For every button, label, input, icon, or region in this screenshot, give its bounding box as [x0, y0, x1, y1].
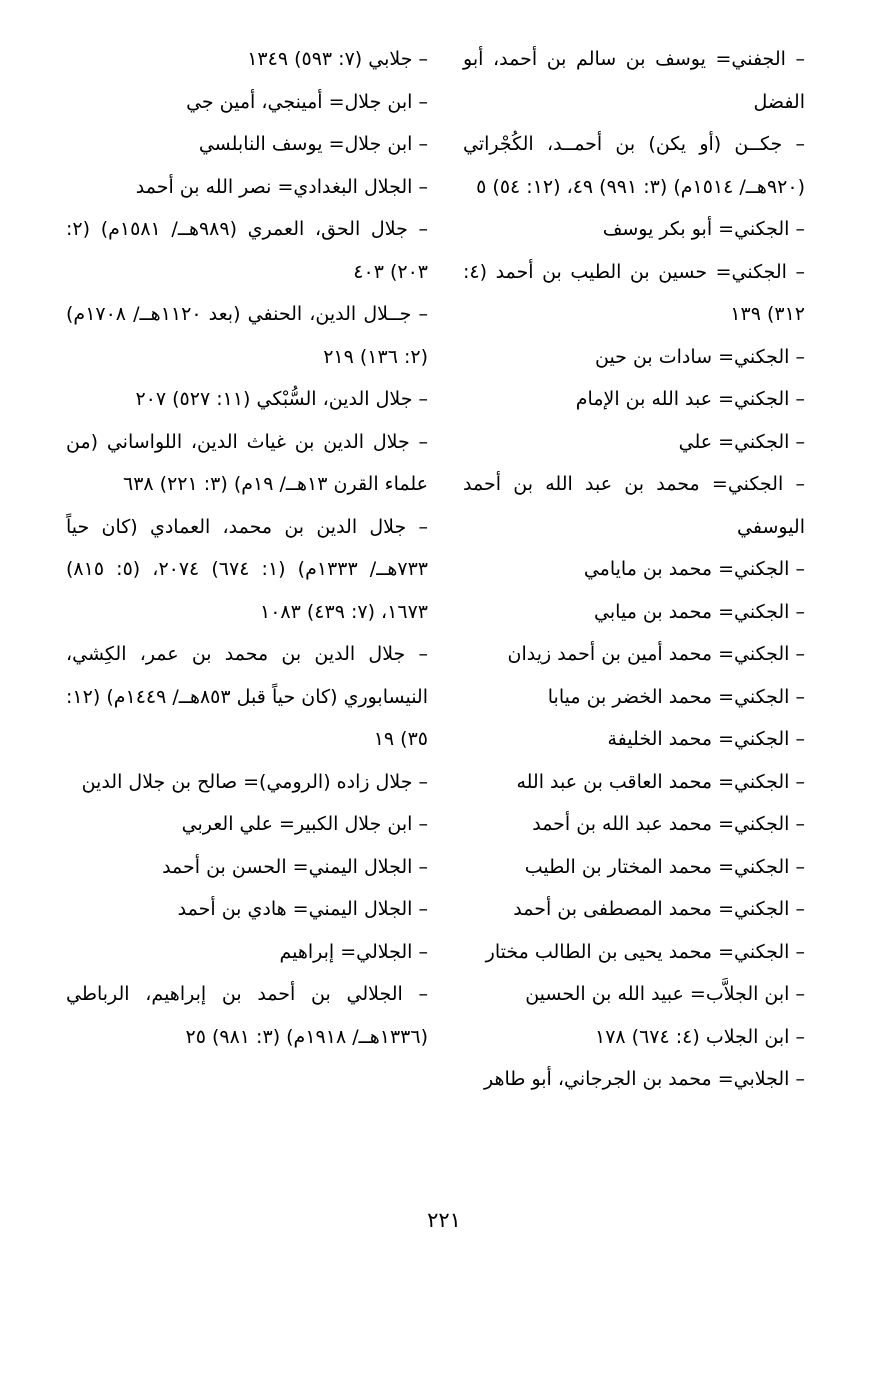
index-entry: – الجلابي= محمد بن الجرجاني، أبو طاهر: [483, 1068, 805, 1090]
index-entry: – الجلالي= إبراهيم: [279, 940, 428, 963]
page-number: ٢٢١: [427, 1208, 461, 1232]
index-entry: – الجكني= علي: [678, 430, 805, 453]
index-entry: – الجلال اليمني= هادي بن أحمد: [177, 898, 428, 920]
index-entry: – الجكني= محمد يحيى بن الطالب مختار: [485, 940, 805, 963]
index-entry: – الجكني= محمد عبد الله بن أحمد: [532, 813, 805, 835]
index-entry: – الجفني= يوسف بن سالم بن أحمد، أبو الفضل: [463, 48, 805, 113]
index-entry: – الجكني= محمد الخليفة: [607, 728, 805, 750]
index-entry: – الجلالي بن أحمد بن إبراهيم، الرباطي (١٣٣٦هــ/ ١٩١٨م) (٣: ٩٨١) ٢٥: [66, 983, 428, 1048]
index-entry: – جــلال الدين، الحنفي (بعد ١١٢٠هــ/ ١٧٠٨م) (٢: ١٣٦) ٢١٩: [66, 303, 428, 368]
index-entry: – جكــن (أو يكن) بن أحمــد، الكُجْراتي (٩٢٠هــ/ ١٥١٤م) (٣: ٩٩١) ٤٩، (١٢: ٥٤) ٥: [463, 133, 805, 198]
index-entry: – الجكني= حسين بن الطيب بن أحمد (٤: ٣١٢) ١٣٩: [463, 260, 805, 325]
index-entry: – الجكني= محمد بن عبد الله بن أحمد اليوسفي: [463, 473, 805, 538]
index-entry: – الجلال البغدادي= نصر الله بن أحمد: [135, 175, 428, 198]
index-entry: – جلابي (٧: ٥٩٣) ١٣٤٩: [247, 48, 428, 70]
index-entry: – الجكني= عبد الله بن الإمام: [575, 388, 805, 410]
right-column: [463, 38, 805, 1101]
index-entry: – الجكني= سادات بن حين: [594, 345, 805, 368]
index-entry: – الجكني= محمد بن ميابي: [594, 600, 805, 623]
index-entry: – جلال الدين بن غياث الدين، اللواساني (من علماء القرن ١٣هــ/ ١٩م) (٣: ٢٢١) ٦٣٨: [66, 430, 428, 495]
index-entry: – الجكني= محمد المصطفى بن أحمد: [513, 898, 805, 920]
index-entry: – ابن جلال= أمينجي، أمين جي: [186, 90, 428, 113]
index-entry: – ابن الجلاَّب= عبيد الله بن الحسين: [525, 983, 805, 1005]
index-entry: – ابن جلال= يوسف النابلسي: [198, 133, 428, 155]
left-column: [66, 38, 428, 1058]
index-entry: – الجكني= محمد المختار بن الطيب: [524, 855, 805, 878]
index-entry: – الجلال اليمني= الحسن بن أحمد: [162, 855, 428, 878]
index-entry: – جلال الحق، العمري (٩٨٩هــ/ ١٥٨١م) (٢: ٢٠٣) ٤٠٣: [66, 218, 428, 283]
index-entry: – ابن الجلاب (٤: ٦٧٤) ١٧٨: [595, 1025, 805, 1048]
index-entry: – جلال الدين بن محمد، العمادي (كان حياً ٧٣٣هــ/ ١٣٣٣م) (١: ٦٧٤) ٢٠٧٤، (٥: ٨١٥) ١٦٧٣، (٧: ٤٣٩) ١٠٨٣: [66, 515, 428, 623]
index-entry: – جلال زاده (الرومي)= صالح بن جلال الدين: [81, 770, 428, 793]
index-entry: – الجكني= أبو بكر يوسف: [602, 218, 805, 240]
index-entry: – جلال الدين، السُّبْكي (١١: ٥٢٧) ٢٠٧: [135, 388, 428, 410]
index-entry: – الجكني= محمد الخضر بن ميابا: [547, 685, 805, 708]
index-entry: – الجكني= محمد أمين بن أحمد زيدان: [507, 643, 805, 665]
index-entry: – ابن جلال الكبير= علي العربي: [181, 813, 428, 835]
index-entry: – جلال الدين بن محمد بن عمر، الكِشي، النيسابوري (كان حياً قبل ٨٥٣هــ/ ١٤٤٩م) (١٢: ٣٥) ١٩: [66, 643, 428, 750]
index-entry: – الجكني= محمد بن مايامي: [583, 558, 805, 580]
index-entry: – الجكني= محمد العاقب بن عبد الله: [516, 770, 805, 793]
